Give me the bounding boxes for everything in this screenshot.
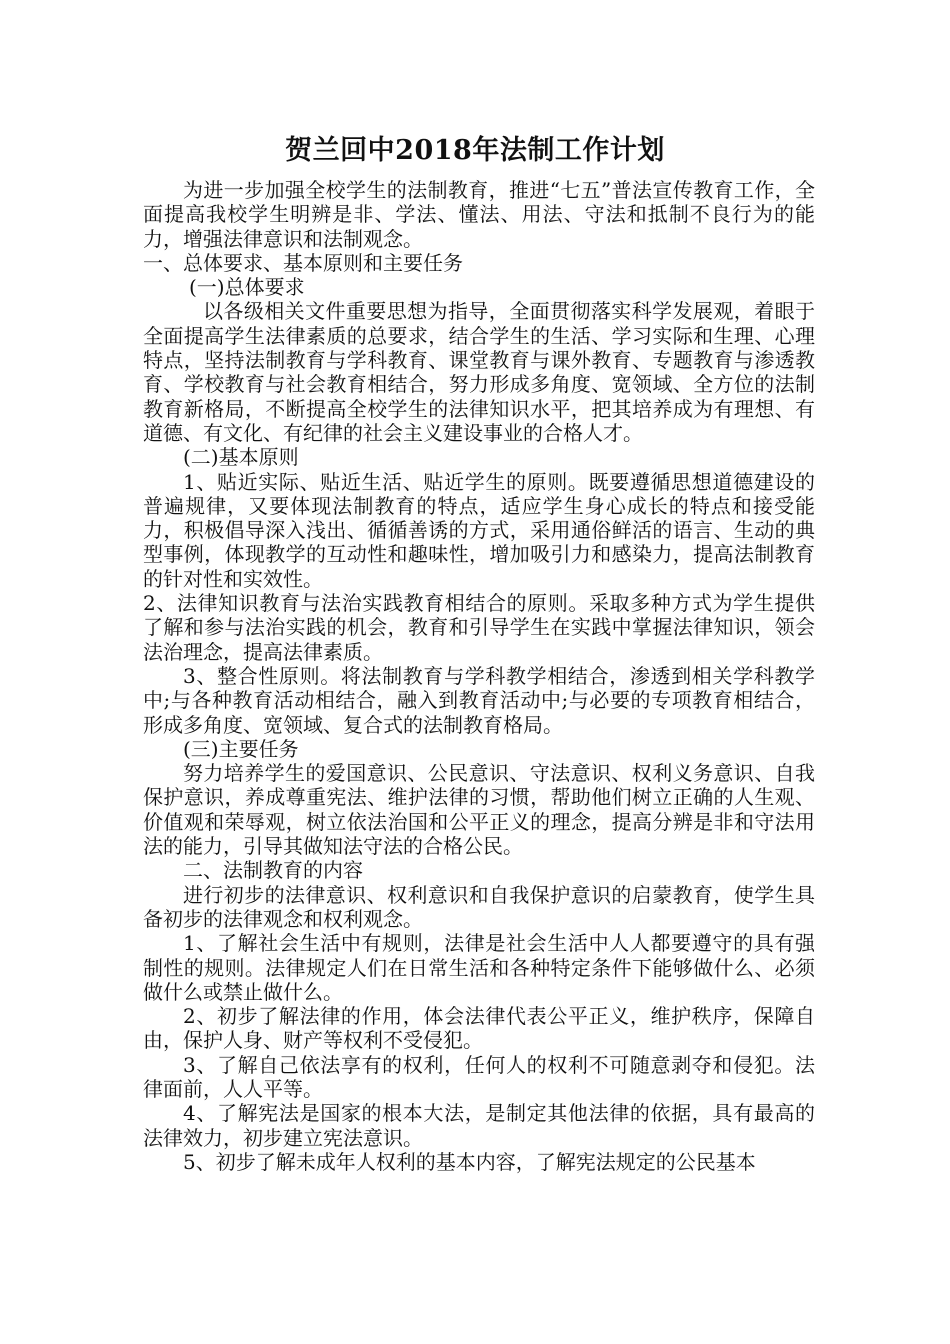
intro-paragraph: 为进一步加强全校学生的法制教育，推进“七五”普法宣传教育工作，全面提高我校学生明辨是非、学法、懂法、用法、守法和抵制不良行为的能力，增强法律意识和法制观念。 xyxy=(143,178,815,251)
main-tasks-paragraph: 努力培养学生的爱国意识、公民意识、守法意识、权利义务意识、自我保护意识，养成尊重宪法、维护法律的习惯，帮助他们树立正确的人生观、价值观和荣辱观，树立依法治国和公平正义的理念，提高分辨是非和守法用法的能力，引导其做知法守法的合格公民。 xyxy=(143,761,815,859)
subsection-heading-basic-principles: (二)基本原则 xyxy=(183,445,299,470)
content-item-2: 2、初步了解法律的作用，体会法律代表公平正义，维护秩序，保障自由，保护人身、财产等权利不受侵犯。 xyxy=(143,1004,815,1053)
subsection-heading-main-tasks: (三)主要任务 xyxy=(183,736,299,761)
principle-1-paragraph: 1、贴近实际、贴近生活、贴近学生的原则。既要遵循思想道德建设的普遍规律，又要体现法制教育的特点，适应学生身心成长的特点和接受能力，积极倡导深入浅出、循循善诱的方式，采用通俗鲜活的语言、生动的典型事例，体现教学的互动性和趣味性，增加吸引力和感染力，提高法制教育的针对性和实效性。 xyxy=(143,469,815,591)
principle-3-paragraph: 3、整合性原则。将法制教育与学科教学相结合，渗透到相关学科教学中;与各种教育活动相结合，融入到教育活动中;与必要的专项教育相结合，形成多角度、宽领域、复合式的法制教育格局。 xyxy=(143,663,815,737)
section-heading-2: 二、法制教育的内容 xyxy=(183,858,363,883)
document-body xyxy=(143,178,815,1174)
principle-2-paragraph: 2、法律知识教育与法治实践教育相结合的原则。采取多种方式为学生提供了解和参与法治实践的机会，教育和引导学生在实践中掌握法律知识，领会法治理念，提高法律素质。 xyxy=(143,591,815,664)
content-item-5: 5、初步了解未成年人权利的基本内容，了解宪法规定的公民基本 xyxy=(183,1149,756,1174)
subsection-heading-general-requirements: (一)总体要求 xyxy=(189,275,305,300)
content-item-1: 1、了解社会生活中有规则，法律是社会生活中人人都要遵守的具有强制性的规则。法律规定人们在日常生活和各种特定条件下能够做什么、必须做什么或禁止做什么。 xyxy=(143,931,815,1004)
general-requirements-paragraph: 以各级相关文件重要思想为指导，全面贯彻落实科学发展观，着眼于全面提高学生法律素质的总要求，结合学生的生活、学习实际和生理、心理特点，坚持法制教育与学科教育、课堂教育与课外教育、专题教育与渗透教育、学校教育与社会教育相结合，努力形成多角度、宽领域、全方位的法制教育新格局，不断提高全校学生的法律知识水平，把其培养成为有理想、有道德、有文化、有纪律的社会主义建设事业的合格人才。 xyxy=(143,299,815,445)
document-title: 贺兰回中2018年法制工作计划 xyxy=(285,135,665,166)
content-item-3: 3、了解自己依法享有的权利，任何人的权利不可随意剥夺和侵犯。法律面前，人人平等。 xyxy=(143,1052,815,1101)
section-heading-1: 一、总体要求、基本原则和主要任务 xyxy=(143,250,463,275)
content-intro-paragraph: 进行初步的法律意识、权利意识和自我保护意识的启蒙教育，使学生具备初步的法律观念和权利观念。 xyxy=(143,882,815,931)
content-item-4: 4、了解宪法是国家的根本大法，是制定其他法律的依据，具有最高的法律效力，初步建立宪法意识。 xyxy=(143,1101,815,1150)
